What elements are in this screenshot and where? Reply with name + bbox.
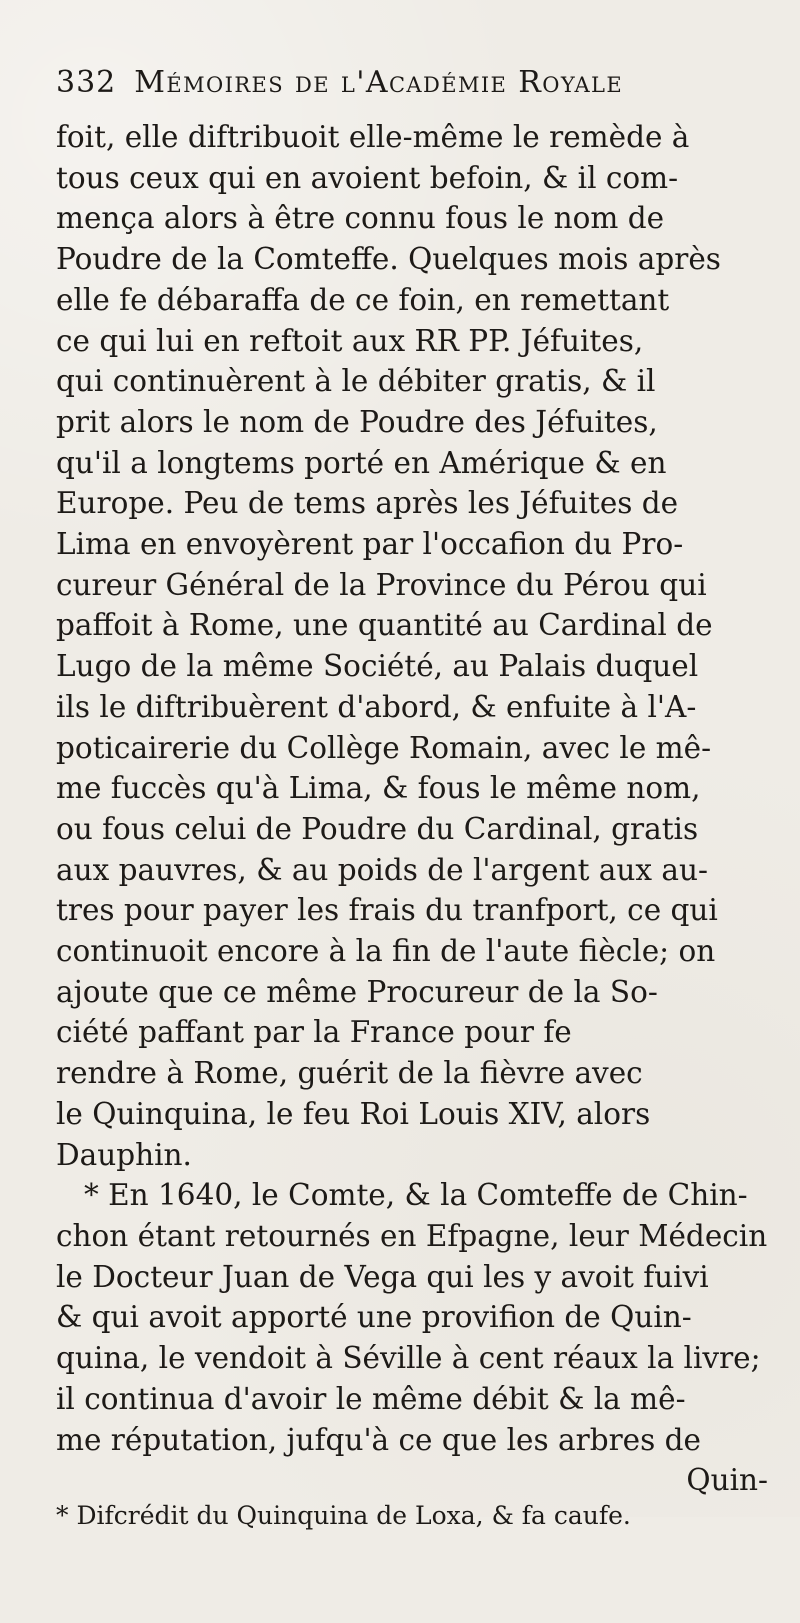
text-line-8: prit alors le nom de Poudre des Jéfuites,	[56, 404, 658, 439]
text-line-25: le Quinquina, le feu Roi Louis XIV, alors	[56, 1096, 651, 1131]
text-line-22: ajoute que ce même Procureur de la So-	[56, 974, 658, 1009]
text-line-9: qu'il a longtems porté en Amérique & en	[56, 445, 667, 480]
text-line-12: cureur Général de la Province du Pérou qui	[56, 567, 707, 602]
main-text	[56, 117, 780, 1501]
text-line-1: foit, elle diftribuoit elle-même le remède à	[56, 120, 690, 154]
paragraph-2-line-6: il continua d'avoir le même débit & la mê-	[56, 1381, 686, 1416]
paragraph-2-line-1: * En 1640, le Comte, & la Comteffe de Chin-	[84, 1178, 748, 1213]
paragraph-2-line-2: chon étant retournés en Efpagne, leur Médecin	[56, 1218, 768, 1253]
text-line-4: Poudre de la Comteffe. Quelques mois après	[56, 242, 721, 277]
text-line-5: elle fe débaraffa de ce foin, en remettant	[56, 282, 670, 317]
paragraph-2-line-7: me réputation, jufqu'à ce que les arbres de	[56, 1422, 701, 1457]
text-line-19: aux pauvres, & au poids de l'argent aux au-	[56, 852, 708, 887]
running-head: Mémoires de l'Académie Royale	[134, 65, 624, 100]
text-line-2: tous ceux qui en avoient befoin, & il com-	[56, 160, 679, 195]
page-number: 332	[56, 65, 117, 100]
text-line-14: Lugo de la même Société, au Palais duquel	[56, 649, 699, 684]
page-header	[56, 65, 780, 115]
text-line-21: continuoit encore à la fin de l'aute fiècle; on	[56, 934, 716, 969]
text-line-11: Lima en envoyèrent par l'occafion du Pro-	[56, 527, 684, 562]
text-line-7: qui continuèrent à le débiter gratis, & il	[56, 364, 656, 399]
text-line-15: ils le diftribuèrent d'abord, & enfuite à l'A-	[56, 689, 697, 724]
footnote: * Difcrédit du Quinquina de Loxa, & fa caufe.	[56, 1500, 631, 1530]
text-line-23: ciété paffant par la France pour fe	[56, 1015, 572, 1050]
text-line-16: poticairerie du Collège Romain, avec le mê-	[56, 730, 712, 765]
text-line-20: tres pour payer les frais du tranfport, ce qui	[56, 893, 718, 928]
catchword: Quin-	[686, 1463, 768, 1498]
text-line-18: ou fous celui de Poudre du Cardinal, gratis	[56, 811, 699, 846]
paragraph-2-line-5: quina, le vendoit à Séville à cent réaux la livre;	[56, 1341, 761, 1376]
text-line-10: Europe. Peu de tems après les Jéfuites de	[56, 486, 679, 521]
text-line-26: Dauphin.	[56, 1137, 192, 1172]
text-line-3: mença alors à être connu fous le nom de	[56, 201, 665, 236]
text-line-6: ce qui lui en reftoit aux RR PP. Jéfuites,	[56, 323, 644, 358]
bottom-margin	[56, 1533, 780, 1623]
paragraph-2-line-3: le Docteur Juan de Vega qui les y avoit fuivi	[56, 1259, 709, 1294]
text-line-17: me fuccès qu'à Lima, & fous le même nom,	[56, 771, 701, 806]
paragraph-2-line-4: & qui avoit apporté une provifion de Quin-	[56, 1300, 692, 1335]
text-line-24: rendre à Rome, guérit de la fièvre avec	[56, 1056, 643, 1091]
text-line-13: paffoit à Rome, une quantité au Cardinal de	[56, 608, 713, 643]
